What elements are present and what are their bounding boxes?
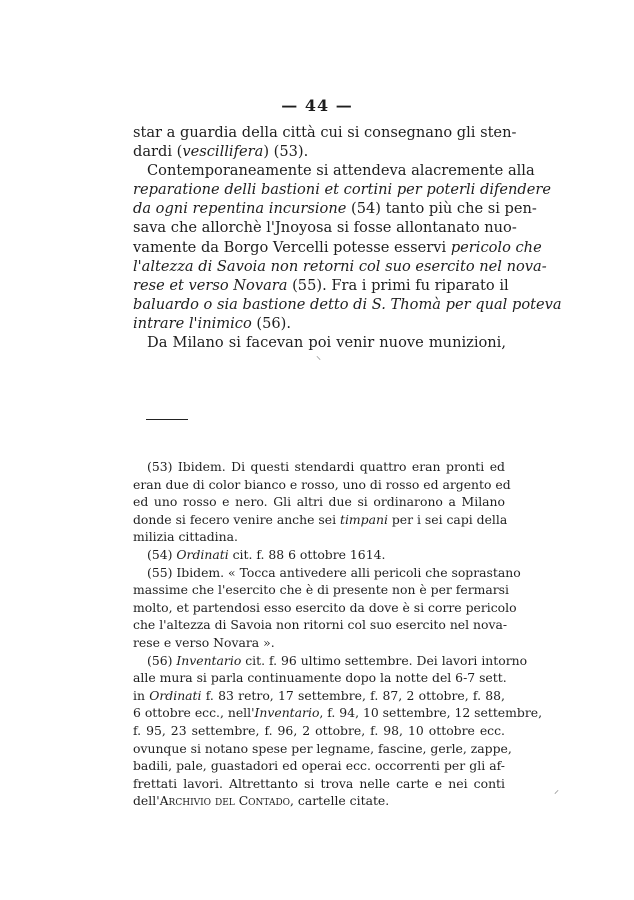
footnote-line [133,669,505,687]
text-run: sava che allorchè l'Jnoyosa si fosse allontanato nuo- [133,219,517,237]
text-run: badili, pale, guastadori ed operai ecc. occorrenti per gli af- [133,758,505,774]
footnote-line [133,458,505,476]
text-run: alle mura si parla continuamente dopo la notte del 6-7 sett. [133,670,507,686]
text-run: ed uno rosso e nero. Gli altri due si ordinarono a Milano [133,494,505,510]
text-line [133,218,517,237]
footnote-line [133,476,511,494]
text-run: (55) Ibidem. « Tocca antivedere alli pericoli che soprastano [147,564,521,580]
text-line [133,180,552,199]
text-run: pericolo che [450,238,542,256]
footnote-line [133,722,505,740]
text-run: f. 95, 23 settembre, f. 96, 2 ottobre, f. 98, 10 ottobre ecc. [133,722,505,738]
text-run: dardi ( [133,143,183,161]
text-line [133,295,562,314]
text-run: (54) tanto più che si pen- [346,200,537,218]
text-run: frettati lavori. Altrettanto si trova nelle carte e nei conti [133,775,505,791]
footnote-line [133,740,512,758]
footnote-line [133,546,505,564]
text-run: (53) Ibidem. Di questi stendardi quattro eran pronti ed [147,459,505,474]
text-run: star a guardia della città cui si consegnano gli sten- [133,124,517,141]
text-run: dell' [133,793,160,809]
text-run: molto, et partendosi esso esercito da dove è si corre pericolo [133,599,517,615]
text-run: (54) [147,546,177,562]
text-run: (56) [147,652,177,668]
footnote-line [133,528,505,546]
text-run: rese e verso Novara ». [133,634,275,650]
text-run: cit. f. 96 ultimo settembre. Dei lavori intorno [241,652,528,668]
text-run: Contemporaneamente si attendeva alacremente alla [147,162,535,180]
text-run: cit. f. 88 6 ottobre 1614. [228,546,386,562]
footnote-line [133,687,505,705]
footnote-line [133,493,505,511]
footnote-line [133,775,505,793]
footnote-line [133,616,508,634]
text-run: (56). [251,314,291,332]
footnote-line [133,757,505,775]
text-run: Ordinati [149,687,202,703]
footnote-line [133,792,505,810]
text-run: donde si fecero venire anche sei [133,511,340,527]
footnote-line [133,564,521,582]
text-run: Da Milano si facevan poi venir nuove munizioni, [147,334,506,352]
text-run: rese et verso Novara [133,276,288,294]
text-run: che l'altezza di Savoia non ritorni col suo esercito nel nova- [133,617,508,633]
text-run: vamente da Borgo Vercelli potesse esservi [133,238,451,256]
text-line [133,257,547,276]
footnotes [133,458,543,810]
text-line [133,161,535,180]
footnote-line [133,634,505,652]
text-run: (55). Fra i primi fu riparato il [287,276,509,294]
page-number: — 44 — [281,96,353,115]
text-run: milizia cittadina. [133,529,238,545]
scan-speck: ⸝ [554,785,559,796]
text-line [133,142,506,161]
footnote-line [133,652,528,670]
text-run: , cartelle citate. [290,793,390,809]
footnote-line [133,704,543,722]
scan-speck: ⸜ [316,351,321,362]
text-run: Inventario [176,652,242,668]
text-line [133,123,517,142]
footnote-line [133,581,510,599]
text-run: per i sei capi della [387,511,508,527]
text-run: massime che l'esercito che è di presente non è per fermarsi [133,582,510,598]
main-text [133,123,562,352]
text-run: eran due di color bianco e rosso, uno di rosso ed argento ed [133,476,511,492]
text-run: Archivio del Contado [159,793,291,809]
footnote-line [133,599,517,617]
text-run: in [133,687,150,703]
text-run: f. 83 retro, 17 settembre, f. 87, 2 ottobre, f. 88, [201,687,505,703]
text-run: Inventario [254,705,320,721]
text-run: 6 ottobre ecc., nell' [133,705,255,721]
text-run: , f. 94, 10 settembre, 12 settembre, [319,705,543,721]
text-run: da ogni repentina incursione [133,200,347,218]
text-line [133,276,509,295]
text-line [133,199,537,218]
text-run: intrare l'inimico [133,314,252,332]
footnote-line [133,511,508,529]
text-run: baluardo o sia bastione detto di S. Thomà per qual poteva [133,295,562,313]
text-run: ovunque si notano spese per legname, fascine, gerle, zappe, [133,740,512,756]
text-run: l'altezza di Savoia non retorni col suo esercito nel nova- [133,257,547,275]
text-run: reparatione delli bastioni et cortini per poterli difendere [133,181,552,199]
footnote-divider [146,419,188,420]
text-run: ) (53). [263,143,309,161]
text-line [133,314,506,333]
text-line [133,238,542,257]
text-run: Ordinati [176,546,229,562]
text-run: timpani [339,511,388,527]
text-run: vescillifera [182,143,264,161]
